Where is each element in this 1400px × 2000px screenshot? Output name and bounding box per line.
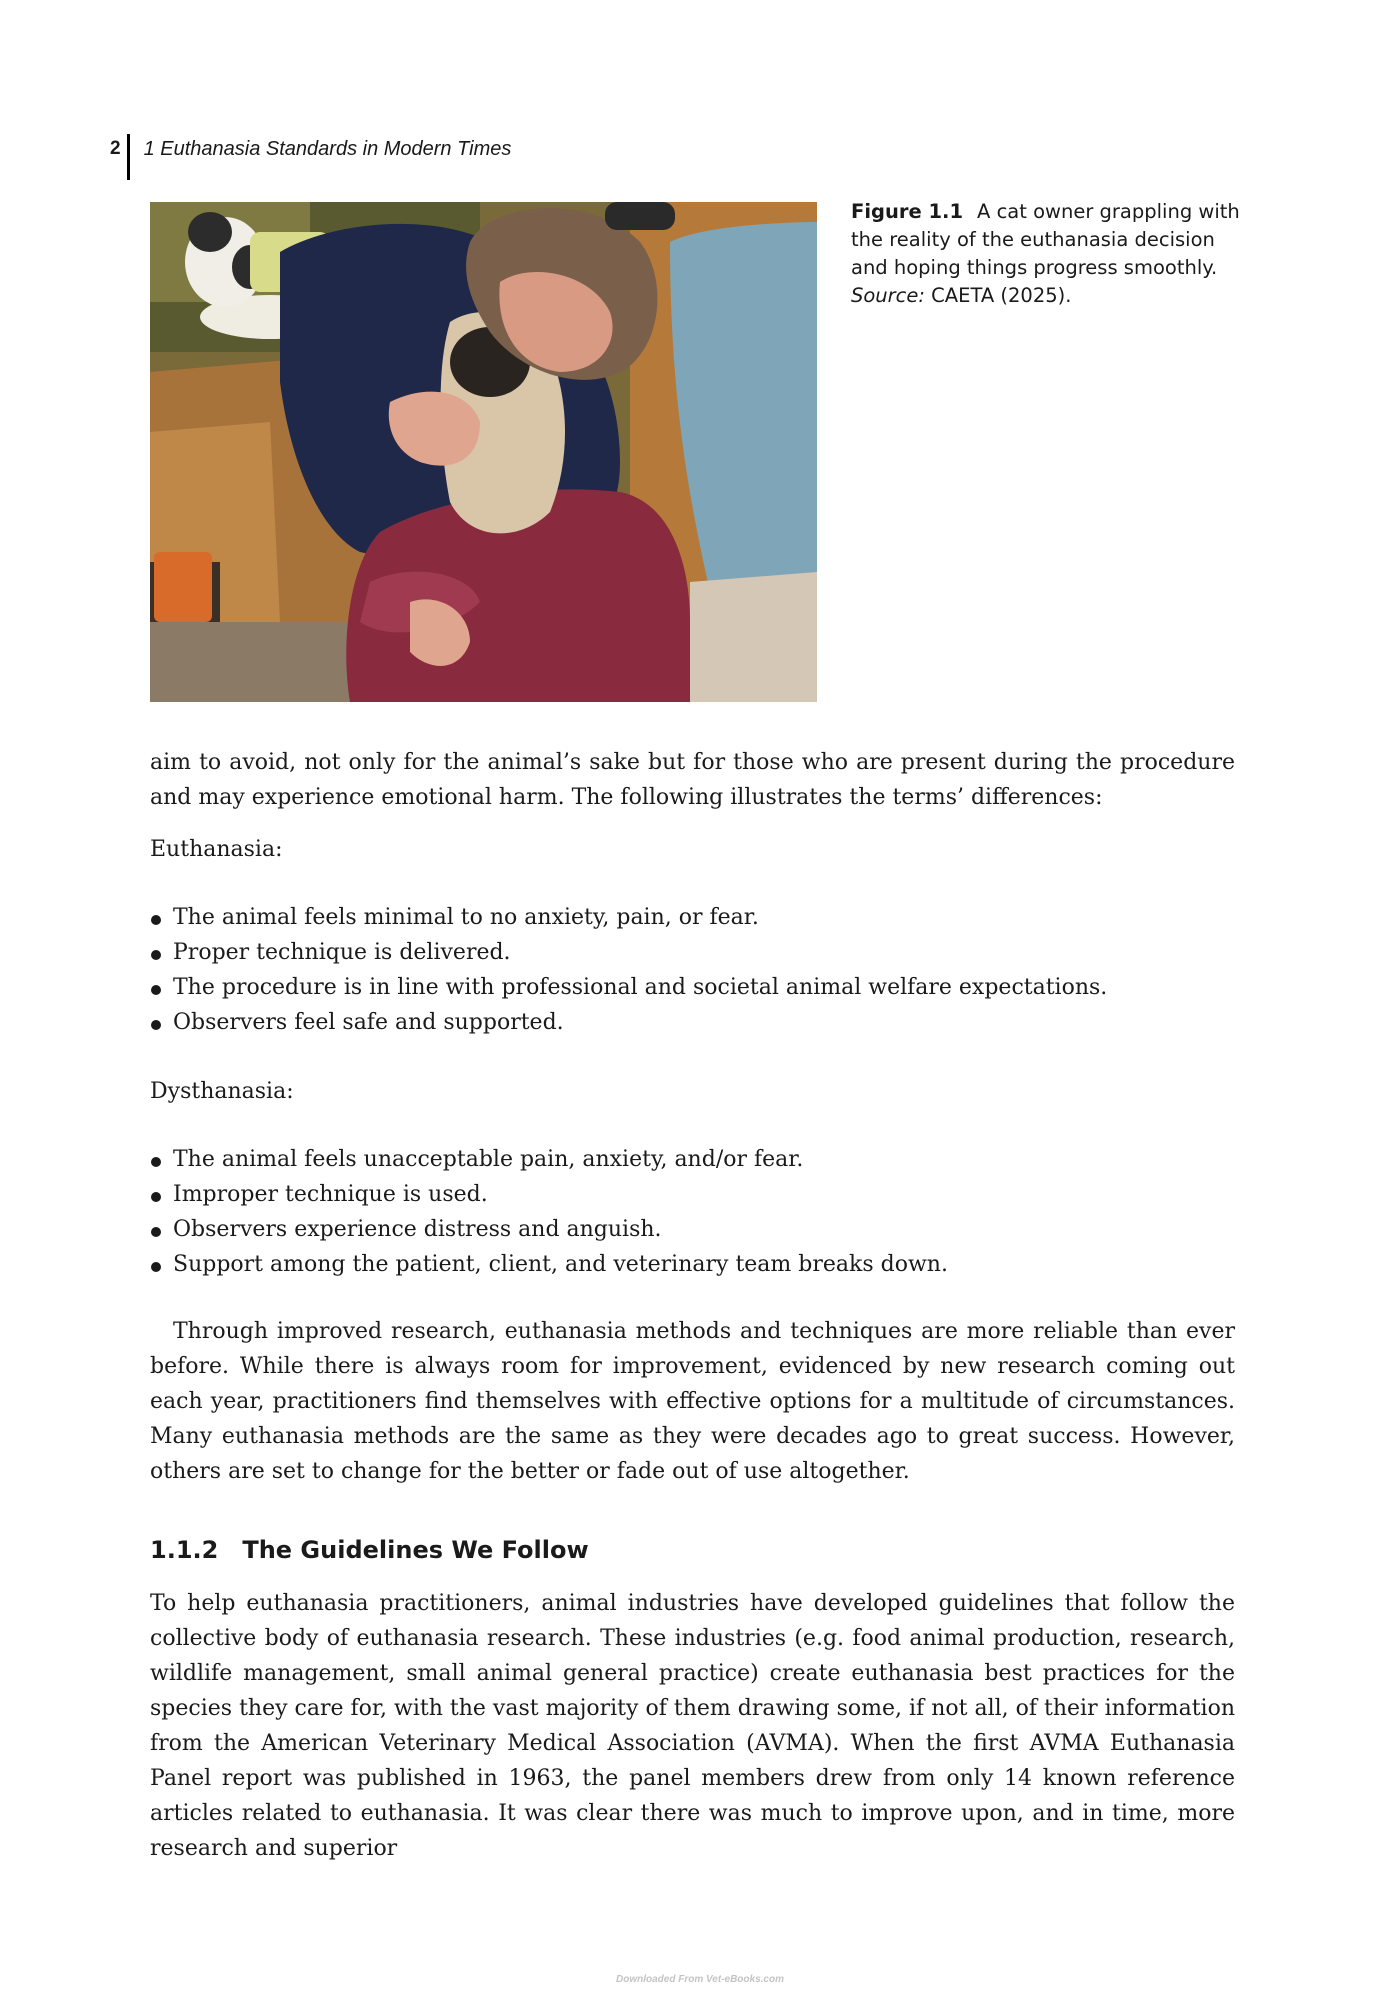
section-heading <box>150 1534 589 1566</box>
euthanasia-list <box>150 900 1235 1040</box>
chapter-title: 1 Euthanasia Standards in Modern Times <box>143 138 512 160</box>
euthanasia-label: Euthanasia: <box>150 837 283 862</box>
figure-source-value: CAETA (2025). <box>924 284 1072 307</box>
list-item: Proper technique is delivered. <box>150 935 1235 970</box>
list-item: The animal feels minimal to no anxiety, pain, or fear. <box>150 900 1235 935</box>
page-number: 2 <box>110 138 121 159</box>
section-number: 1.1.2 <box>150 1536 219 1564</box>
dysthanasia-list <box>150 1142 1235 1282</box>
figure-photo <box>150 202 817 702</box>
list-item: The animal feels unacceptable pain, anxiety, and/or fear. <box>150 1142 1235 1177</box>
list-item: The procedure is in line with professional and societal animal welfare expectations. <box>150 970 1235 1005</box>
list-item: Support among the patient, client, and veterinary team breaks down. <box>150 1247 1235 1282</box>
section-title: The Guidelines We Follow <box>242 1536 589 1564</box>
photo-illustration <box>150 202 817 702</box>
list-item: Observers feel safe and supported. <box>150 1005 1235 1040</box>
dysthanasia-label: Dysthanasia: <box>150 1079 294 1104</box>
footer-watermark: Downloaded From Vet-eBooks.com <box>616 1974 784 1985</box>
figure-caption <box>851 198 1251 310</box>
list-item: Improper technique is used. <box>150 1177 1235 1212</box>
figure-source-label: Source: <box>851 284 925 307</box>
figure-label: Figure 1.1 <box>851 200 964 223</box>
paragraph-guidelines: To help euthanasia practitioners, animal industries have developed guidelines that follow the collective body of euthanasia research. These industries (e.g. food animal production, research, wildlife management, small animal general practice) create euthanasia best practices for the species they care for, with the vast majority of them drawing some, if not all, of their information from the American Veterinary Medical Association (AVMA). When the first AVMA Euthanasia Panel report was published in 1963, the panel members drew from only 14 known reference articles related to euthanasia. It was clear there was much to improve upon, and in time, more research and superior <box>150 1591 1235 1861</box>
paragraph-continuation: aim to avoid, not only for the animal’s sake but for those who are present during the procedure and may experience emotional harm. The following illustrates the terms’ differences: <box>150 750 1235 810</box>
list-item: Observers experience distress and anguish. <box>150 1212 1235 1247</box>
running-head-rule <box>127 134 130 180</box>
running-head <box>110 134 511 180</box>
figure-caption-text: A cat owner grappling with the reality of the euthanasia decision and hoping things progress smoothly. <box>851 200 1240 279</box>
paragraph-research: Through improved research, euthanasia methods and techniques are more reliable than ever before. While there is always room for improvement, evidenced by new research coming out each year, practitioners find themselves with effective options for a multitude of circumstances. Many euthanasia methods are the same as they were decades ago to great success. However, others are set to change for the better or fade out of use altogether. <box>150 1319 1235 1484</box>
